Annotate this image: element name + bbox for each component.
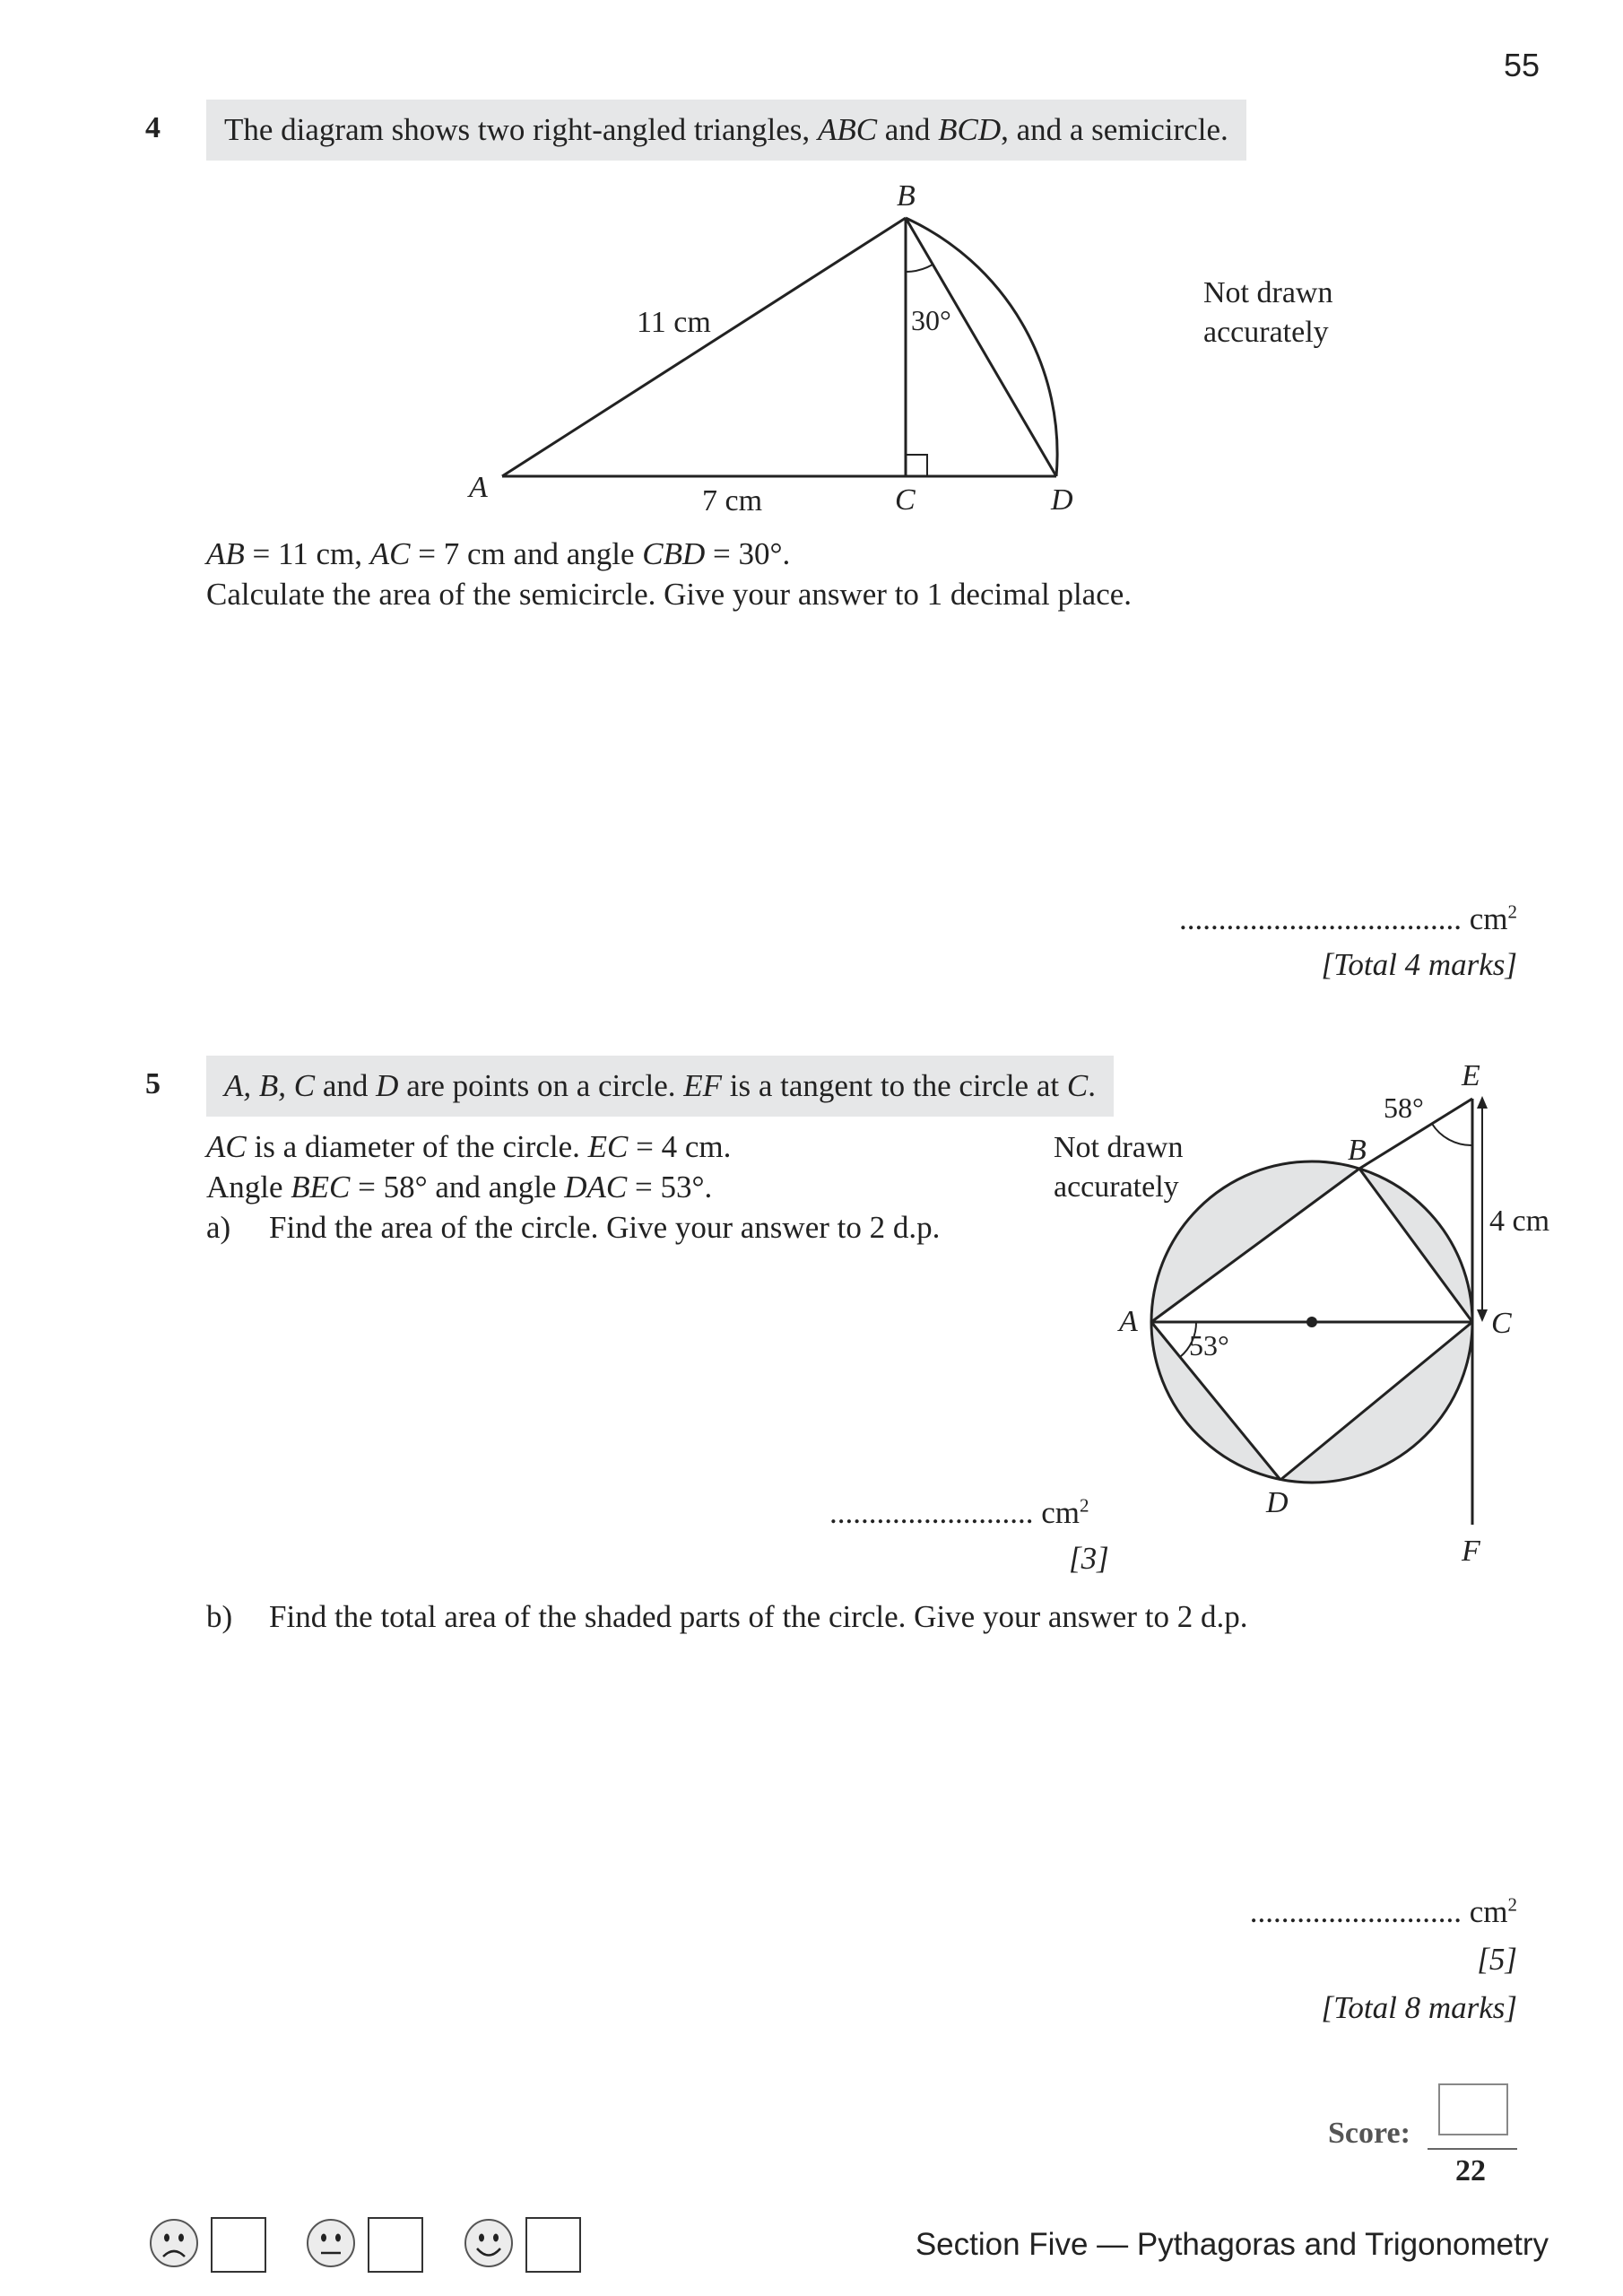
score-input-box[interactable] bbox=[1438, 2083, 1508, 2135]
score-divider bbox=[1428, 2148, 1517, 2150]
q5-not-drawn-line1: Not drawn bbox=[1054, 1131, 1184, 1164]
happy-face-icon bbox=[463, 2217, 515, 2269]
checkbox-unhappy[interactable] bbox=[211, 2217, 266, 2273]
question-5-total-marks: [Total 8 marks] bbox=[1321, 1990, 1517, 2025]
q5-label-a: A bbox=[1119, 1305, 1138, 1338]
question-5b-marks: [5] bbox=[1477, 1942, 1517, 1977]
q5-label-ec-length: 4 cm bbox=[1489, 1205, 1550, 1238]
q5-label-e: E bbox=[1462, 1059, 1480, 1092]
question-5-number: 5 bbox=[145, 1067, 161, 1100]
question-4-total-marks: [Total 4 marks] bbox=[1321, 947, 1517, 982]
score-total: 22 bbox=[1455, 2154, 1486, 2187]
page-number: 55 bbox=[1503, 47, 1540, 83]
question-4-answer-line: .................................... $cm^2$ bbox=[1178, 900, 1517, 936]
label-ab-length: 11 cm bbox=[637, 306, 711, 339]
question-5a-label: a) bbox=[206, 1210, 231, 1245]
question-5a-text: Find the area of the circle. Give your answer to 2 d.p. bbox=[269, 1210, 941, 1245]
not-drawn-note-line2: accurately bbox=[1203, 316, 1329, 349]
label-angle-30: 30° bbox=[911, 304, 951, 336]
unhappy-face-icon bbox=[148, 2217, 200, 2269]
checkbox-neutral[interactable] bbox=[368, 2217, 423, 2273]
question-5a-answer-line: .......................... $cm^2$ bbox=[829, 1494, 1089, 1530]
label-ac-length: 7 cm bbox=[702, 484, 763, 517]
checkbox-happy[interactable] bbox=[525, 2217, 581, 2273]
score-label: Score: bbox=[1328, 2117, 1410, 2150]
question-4-number: 4 bbox=[145, 111, 161, 144]
circle-centre-dot bbox=[1306, 1317, 1317, 1327]
label-b: B bbox=[897, 179, 916, 213]
question-5-prompt: A, B, C and D are points on a circle. EF is a tangent to the circle at C. bbox=[206, 1056, 1114, 1117]
question-5a-marks: [3] bbox=[1069, 1541, 1109, 1576]
q5-label-d: D bbox=[1266, 1486, 1289, 1519]
label-d: D bbox=[1051, 483, 1073, 517]
question-4-instruction: Calculate the area of the semicircle. Give your answer to 1 decimal place. bbox=[206, 577, 1133, 612]
question-4-given: AB = 11 cm, AC = 7 cm and angle CBD = 30°. bbox=[206, 536, 791, 571]
dimension-arrow-bottom bbox=[1477, 1309, 1488, 1322]
q5-label-b: B bbox=[1348, 1134, 1367, 1167]
label-a: A bbox=[469, 471, 488, 504]
angle-arc-58 bbox=[1432, 1124, 1472, 1145]
dimension-arrow-top bbox=[1477, 1096, 1488, 1109]
q5-label-angle-58: 58° bbox=[1384, 1091, 1424, 1124]
label-c: C bbox=[895, 483, 916, 517]
question-5-line2: Angle BEC = 58° and angle DAC = 53°. bbox=[206, 1170, 713, 1205]
q5-label-angle-53: 53° bbox=[1189, 1329, 1229, 1361]
question-5b-label: b) bbox=[206, 1599, 233, 1634]
q5-label-c: C bbox=[1491, 1307, 1512, 1340]
q5-label-f: F bbox=[1462, 1535, 1480, 1568]
question-5b-text: Find the total area of the shaded parts of the circle. Give your answer to 2 d.p. bbox=[269, 1599, 1248, 1634]
question-5b-answer-line: ........................... $cm^2$ bbox=[1249, 1893, 1517, 1929]
section-footer: Section Five — Pythagoras and Trigonometry bbox=[915, 2227, 1549, 2262]
neutral-face-icon bbox=[305, 2217, 357, 2269]
question-4-prompt: The diagram shows two right-angled triangles, ABC and BCD, and a semicircle. bbox=[206, 100, 1246, 161]
q5-not-drawn-line2: accurately bbox=[1054, 1170, 1179, 1204]
not-drawn-note-line1: Not drawn bbox=[1203, 276, 1333, 309]
question-5-line1: AC is a diameter of the circle. EC = 4 cm. bbox=[206, 1129, 732, 1164]
